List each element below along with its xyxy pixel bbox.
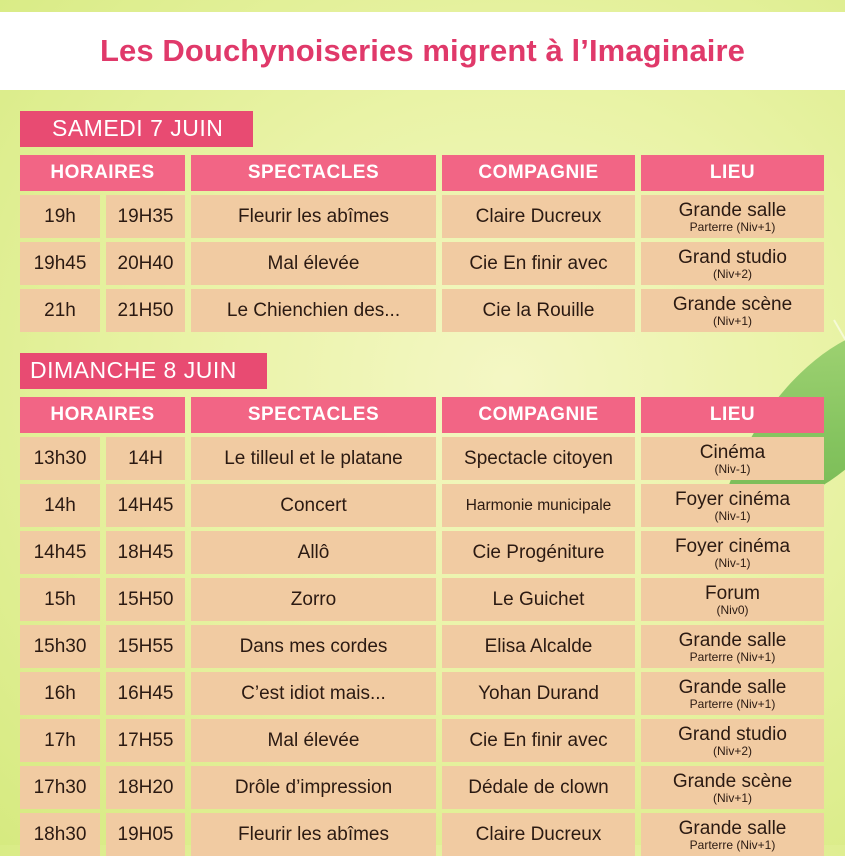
venue-level: (Niv-1) <box>714 555 751 570</box>
venue-place: Grand studio <box>678 723 787 745</box>
venue-place: Forum <box>705 582 760 604</box>
page-title: Les Douchynoiseries migrent à l’Imaginaire <box>99 33 746 68</box>
header-spectacles: SPECTACLES <box>191 397 436 433</box>
day-section-saturday <box>20 111 825 332</box>
start-time: 13h30 <box>20 437 100 480</box>
venue <box>641 195 824 238</box>
show-title: Zorro <box>191 578 436 621</box>
venue-place: Grande salle <box>678 676 787 698</box>
venue <box>641 813 824 856</box>
show-title: Dans mes cordes <box>191 625 436 668</box>
company-name: Cie En finir avec <box>442 719 635 762</box>
venue-place: Grande salle <box>678 629 787 651</box>
title-bar <box>0 12 845 90</box>
show-title: Concert <box>191 484 436 527</box>
company-name: Yohan Durand <box>442 672 635 715</box>
end-time: 15H55 <box>106 625 185 668</box>
venue-level: (Niv+1) <box>712 790 752 805</box>
header-horaires: HORAIRES <box>20 155 185 191</box>
venue <box>641 242 824 285</box>
end-time: 20H40 <box>106 242 185 285</box>
show-title: Fleurir les abîmes <box>191 195 436 238</box>
start-time: 17h <box>20 719 100 762</box>
venue <box>641 766 824 809</box>
venue <box>641 719 824 762</box>
venue-level: (Niv0) <box>716 602 749 617</box>
header-compagnie: COMPAGNIE <box>442 397 635 433</box>
company-name: Spectacle citoyen <box>442 437 635 480</box>
company-name: Cie la Rouille <box>442 289 635 332</box>
start-time: 19h <box>20 195 100 238</box>
show-title: C’est idiot mais... <box>191 672 436 715</box>
end-time: 19H35 <box>106 195 185 238</box>
company-name: Cie Progéniture <box>442 531 635 574</box>
start-time: 16h <box>20 672 100 715</box>
start-time: 15h30 <box>20 625 100 668</box>
end-time: 18H20 <box>106 766 185 809</box>
venue-level: (Niv+2) <box>712 743 752 758</box>
venue-level: Parterre (Niv+1) <box>689 837 776 852</box>
start-time: 18h30 <box>20 813 100 856</box>
end-time: 18H45 <box>106 531 185 574</box>
end-time: 15H50 <box>106 578 185 621</box>
header-lieu: LIEU <box>641 155 824 191</box>
venue <box>641 437 824 480</box>
show-title: Fleurir les abîmes <box>191 813 436 856</box>
day-banner: DIMANCHE 8 JUIN <box>20 353 267 389</box>
start-time: 15h <box>20 578 100 621</box>
show-title: Mal élevée <box>191 719 436 762</box>
day-banner: SAMEDI 7 JUIN <box>20 111 253 147</box>
start-time: 21h <box>20 289 100 332</box>
venue <box>641 578 824 621</box>
schedule-table <box>20 397 825 856</box>
end-time: 21H50 <box>106 289 185 332</box>
header-lieu: LIEU <box>641 397 824 433</box>
venue-place: Foyer cinéma <box>674 535 791 557</box>
end-time: 14H45 <box>106 484 185 527</box>
venue-level: Parterre (Niv+1) <box>689 696 776 711</box>
end-time: 17H55 <box>106 719 185 762</box>
start-time: 14h <box>20 484 100 527</box>
header-spectacles: SPECTACLES <box>191 155 436 191</box>
venue-level: (Niv+2) <box>712 266 752 281</box>
venue <box>641 484 824 527</box>
venue-level: (Niv-1) <box>714 508 751 523</box>
header-compagnie: COMPAGNIE <box>442 155 635 191</box>
start-time: 19h45 <box>20 242 100 285</box>
company-name: Cie En finir avec <box>442 242 635 285</box>
company-name: Le Guichet <box>442 578 635 621</box>
venue <box>641 289 824 332</box>
venue-place: Cinéma <box>699 441 766 463</box>
end-time: 19H05 <box>106 813 185 856</box>
show-title: Mal élevée <box>191 242 436 285</box>
venue-place: Grande salle <box>678 199 787 221</box>
start-time: 17h30 <box>20 766 100 809</box>
company-name: Claire Ducreux <box>442 813 635 856</box>
end-time: 14H <box>106 437 185 480</box>
show-title: Drôle d’impression <box>191 766 436 809</box>
venue-place: Grande salle <box>678 817 787 839</box>
venue <box>641 531 824 574</box>
venue <box>641 625 824 668</box>
header-horaires: HORAIRES <box>20 397 185 433</box>
venue-level: Parterre (Niv+1) <box>689 649 776 664</box>
venue-place: Foyer cinéma <box>674 488 791 510</box>
show-title: Le Chienchien des... <box>191 289 436 332</box>
venue-place: Grande scène <box>672 293 793 315</box>
end-time: 16H45 <box>106 672 185 715</box>
venue-level: (Niv+1) <box>712 313 752 328</box>
company-name: Elisa Alcalde <box>442 625 635 668</box>
venue <box>641 672 824 715</box>
venue-level: Parterre (Niv+1) <box>689 219 776 234</box>
venue-level: (Niv-1) <box>714 461 751 476</box>
company-name: Claire Ducreux <box>442 195 635 238</box>
day-section-sunday <box>20 353 825 856</box>
company-name: Harmonie municipale <box>442 484 635 527</box>
venue-place: Grand studio <box>678 246 787 268</box>
show-title: Allô <box>191 531 436 574</box>
venue-place: Grande scène <box>672 770 793 792</box>
start-time: 14h45 <box>20 531 100 574</box>
show-title: Le tilleul et le platane <box>191 437 436 480</box>
company-name: Dédale de clown <box>442 766 635 809</box>
schedule-table <box>20 155 825 332</box>
